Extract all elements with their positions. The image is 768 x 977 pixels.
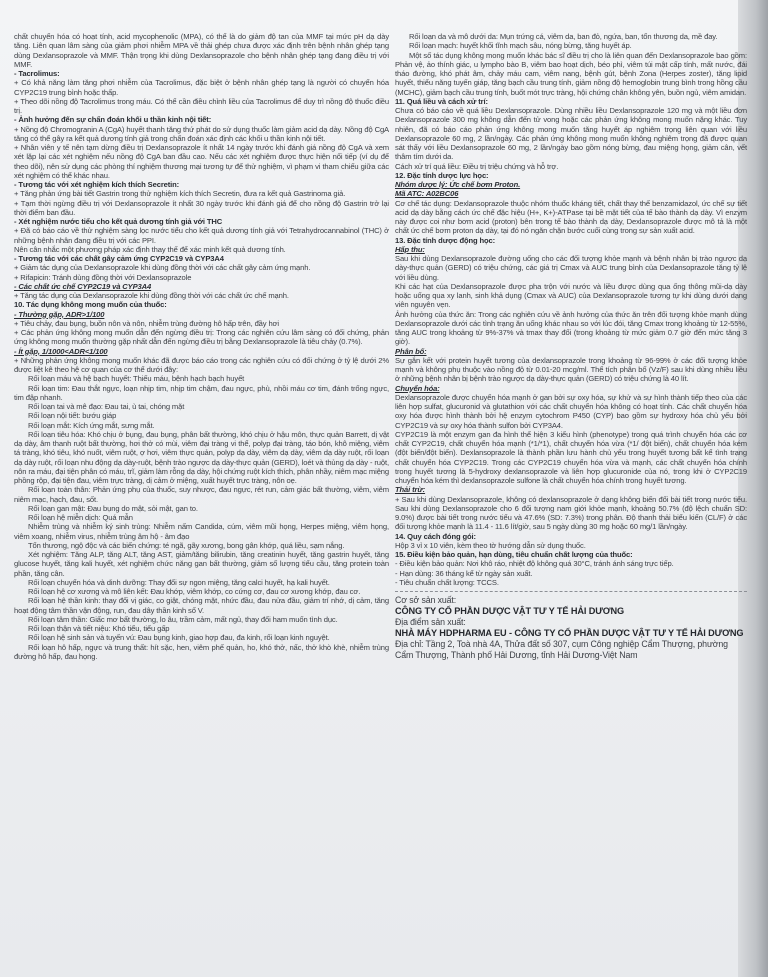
paragraph: - Điều kiện bảo quản: Nơi khô ráo, nhiệt độ không quá 30°C, tránh ánh sáng trực tiếp. [395, 559, 674, 569]
paragraph: + Nồng độ Chromogranin A (CgA) huyết thanh tăng thứ phát do sử dụng thuốc làm giảm acid dạ dày. Nồng độ CgA tăng có thể gây ra kết quả dương tính giả trong chẩn đoán xác định các khối u thần kinh nội tiết. [14, 124, 389, 143]
section-heading: 10. Tác dụng không mong muốn của thuốc: [14, 300, 167, 310]
paragraph: Hộp 3 vỉ x 10 viên, kèm theo tờ hướng dẫn sử dụng thuốc. [395, 540, 586, 550]
section-heading: - Tương tác với các chất gây cảm ứng CYP2C19 và CYP3A4 [14, 254, 224, 263]
paragraph: Rối loạn tim: Đau thắt ngực, loạn nhịp tim, nhịp tim chậm, đau ngực, phù, nhồi máu cơ tim, đánh trống ngực, tim đập nhanh. [14, 383, 389, 402]
subsection-heading: Chuyển hóa: [395, 383, 440, 393]
paragraph: Rối loạn tâm thần: Giấc mơ bất thường, lo âu, trầm cảm, mất ngủ, thay đổi ham muốn tình dục. [28, 614, 338, 624]
paragraph: Dexlansoprazole được chuyển hóa mạnh ở gan bởi sự oxy hóa, sự khử và sự hình thành tiếp theo của các liên hợp sulfat, glucuronid và glutathion với các chất chuyển hóa không có hoạt tính. Các chất chuyển hóa oxy hóa được hình thành bởi hệ enzym cytochrom P450 (CYP) bao gồm sự hydroxy hóa chủ yếu bởi CYP2C19 và sự oxy hóa thành sulfon bởi CYP3A4. [395, 392, 747, 430]
manufacturer-block [395, 595, 747, 661]
paragraph: Một số tác dụng không mong muốn khác bác sĩ điều trị cho là liên quan đến Dexlansoprazole bao gồm: Phản vệ, ảo thính giác, u lympho bào B, viêm bao hoạt dịch, béo phì, viêm túi mật cấp tính, mất nước, đái tháo đường, khó phát âm, chảy máu cam, viêm nang, bệnh gút, bệnh Zona (Herpes zoster), tăng lipid huyết, thiểu năng tuyến giáp, tăng bạch cầu trung tính, giảm nồng độ hemoglobin trung bình trong hồng cầu (MCHC), giảm bạch cầu trung tính, buốt mót trực tràng, hội chứng chân không yên, buồn ngủ, viêm amidan. [395, 50, 747, 97]
subsection-heading: Nhóm dược lý: Ức chế bơm Proton. [395, 180, 521, 189]
paragraph: + Tạm thời ngừng điều trị với Dexlansoprazole ít nhất 30 ngày trước khi đánh giá để cho nồng độ Gastrin trở lại thời điểm ban đầu. [14, 198, 389, 217]
section-heading: 14. Quy cách đóng gói: [395, 531, 476, 541]
paragraph: Chưa có báo cáo về quá liều Dexlansoprazole. Dùng nhiều liều Dexlansoprazole 120 mg và một liều đơn Dexlansoprazole 300 mg không dẫn đến tử vong hoặc các phản ứng không mong muốn nặng khác. Tuy nhiên, đã có báo cáo phản ứng không mong muốn tăng huyết áp nghiêm trọng liên quan với liều Dexlansoprazole 60 mg, 2 lần/ngày. Các phản ứng không mong muốn không nghiêm trọng đã được quan sát thấy với liều Dexlansoprazole 60 mg, 2 lần/ngày bao gồm nóng bừng, đau miệng họng, giảm cân, vết thâm tím dưới da. [395, 106, 747, 162]
section-heading: - Tacrolimus: [14, 69, 60, 78]
section-heading: 13. Đặc tính dược động học: [395, 235, 496, 245]
paragraph: Sau khi dùng Dexlansoprazole đường uống cho các đối tượng khỏe mạnh và bệnh nhân bị trào ngược dạ dày-thực quản (GERD) có triệu chứng, các giá trị Cmax và AUC trung bình của Dexlansoprazole tăng tỷ lệ với liều dùng. [395, 254, 747, 282]
paragraph: + Có khả năng làm tăng phơi nhiễm của Tacrolimus, đặc biệt ở bệnh nhân ghép tạng là người có chuyển hóa CYP2C19 trung bình hoặc thấp. [14, 78, 389, 97]
section-divider [395, 591, 747, 592]
subsection-heading: Thải trừ: [395, 485, 426, 495]
manufacturer-label: Cơ sở sản xuất: [395, 595, 457, 605]
paragraph: + Giảm tác dụng của Dexlansoprazole khi dùng đồng thời với các chất gây cảm ứng mạnh. [14, 263, 311, 273]
paragraph: + Tăng phản ứng bài tiết Gastrin trong thử nghiệm kích thích Secretin, đưa ra kết quả Gastrinoma giả. [14, 189, 346, 199]
paragraph: CYP2C19 là một enzym gan đa hình thể hiện 3 kiểu hình (phenotype) trong quá trình chuyển hóa các cơ chất CYP2C19, chất chuyển hóa mạnh (*1/*1), chất chuyển hóa vừa (*1/ đột biến), chất chuyển hóa kém (đột biến/đột biến). Dexlansoprazole là thành phần lưu hành chủ yếu trong huyết tương bất kể tình trạng chất chuyển hóa CYP2C19. Trong các CYP2C19 chuyển hóa vừa và mạnh, các chất chuyển hóa chính trong huyết tương là 5-hydroxy dexlansoprazole và liên hợp glucuronide của nó, trong khi ở CYP2C19 chuyển hóa kém thì dexlansoprazole sulfone là chất chuyển hóa chính trong huyết tương. [395, 429, 747, 485]
paragraph: Rối loạn hệ thần kinh: thay đổi vị giác, co giật, chóng mặt, nhức đầu, đau nửa đầu, giảm trí nhớ, dị cảm, tăng hoạt động tâm thần vận động, run, đau dây thần kinh số V. [14, 596, 389, 615]
subsection-heading: Phân bố: [395, 346, 427, 356]
manufacturer-company: CÔNG TY CỔ PHẦN DƯỢC VẬT TƯ Y TẾ HẢI DƯƠNG [395, 606, 625, 616]
paragraph: Nhiễm trùng và nhiễm ký sinh trùng: Nhiễm nấm Candida, cúm, viêm mũi họng, Herpes miệng, viêm họng, viêm xoang, nhiễm virus, nhiễm trùng âm hộ - âm đạo [14, 522, 389, 541]
paragraph: chất chuyển hóa có hoạt tính, acid mycophenolic (MPA), có thể là do giảm độ tan của MMF tại mức pH dạ dày tăng. Liên quan lâm sàng của giảm phơi nhiễm MPA về thải ghép chưa được xác định trên bệnh nhân ghép tạng dùng Dexlansoprazole và MMF. Thận trọng khi dùng Dexlansoprazole cho bệnh nhân ghép tạng đang điều trị với MMF. [14, 32, 389, 69]
paragraph: Tổn thương, ngộ độc và các biến chứng: té ngã, gãy xương, bong gân khớp, quá liều, sạm nắng. [28, 540, 345, 550]
section-heading: 15. Điều kiện bảo quản, hạn dùng, tiêu chuẩn chất lượng của thuốc: [395, 550, 633, 559]
paragraph: Rối loạn tiêu hóa: Khó chịu ở bụng, đau bụng, phân bất thường, khó chịu ở hậu môn, thực quản Barrett, dị vật dạ dày, âm thanh ruột bất thường, hơi thở có mùi, viêm đại tràng vi thể, polyp đại tràng, táo bón, khô miệng, viêm tá tràng, khó tiêu, khó nuốt, viêm ruột, ợ hơi, viêm thực quản, polyp dạ dày, viêm dạ dày, viêm dạ dày ruột, rối loạn dạ dày ruột, rối loạn nhu động dạ dày-ruột, bệnh trào ngược dạ dày-thực quản (GERD), loét và thủng dạ dày - ruột, nôn ra máu, đại tiện phân có máu, trĩ, giảm làm rỗng dạ dày, hội chứng ruột kích thích, phân nhầy, niêm mạc miệng phồng rộp, đại tiện đau, viêm trực tràng, dị cảm ở miệng, xuất huyết trực tràng, nôn oẹ. [14, 429, 389, 485]
paragraph: Khi các hạt của Dexlansoprazole được pha trộn với nước và liều được dùng qua ống thông mũi-dạ dày hoặc uống qua xy lanh, sinh khả dụng (Cmax và AUC) của Dexlansoprazole tương tự khi dùng dưới dạng viên nguyên vẹn. [395, 281, 747, 310]
production-factory: NHÀ MÁY HDPHARMA EU - CÔNG TY CỔ PHẦN DƯỢC VẬT TƯ Y TẾ HẢI DƯƠNG [395, 628, 744, 638]
paragraph: Rối loạn thận và tiết niệu: Khó tiểu, tiểu gấp [28, 624, 170, 633]
subsection-heading: - Ít gặp, 1/1000<ADR<1/100 [14, 346, 108, 356]
paragraph: - Hạn dùng: 36 tháng kể từ ngày sản xuất. [395, 568, 533, 578]
paragraph: Rối loạn tai và mê đạo: Đau tai, ù tai, chóng mặt [28, 402, 185, 411]
paragraph: + Nhân viên y tế nên tạm dừng điều trị Dexlansoprazole ít nhất 14 ngày trước khi đánh giá nồng độ CgA và xem xét lặp lại các xét nghiệm nếu nồng độ CgA ban đầu cao. Nếu các xét nghiệm được thực hiện nối tiếp (ví dụ để theo dõi), nên sử dụng các phòng thí nghiệm thương mại tương tự để thử nghiệm, vì phạm vi tham chiếu giữa các xét nghiệm có thể khác nhau. [14, 143, 389, 180]
section-heading: 12. Đặc tính dược lực học: [395, 170, 489, 180]
section-heading: - Tương tác với xét nghiệm kích thích Secretin: [14, 180, 180, 189]
paragraph: Rối loạn mạch: huyết khối tĩnh mạch sâu, nóng bừng, tăng huyết áp. [409, 41, 632, 51]
paragraph: Cơ chế tác dụng: Dexlansoprazole thuộc nhóm thuốc kháng tiết, chất thay thế benzamidazol, ức chế sự tiết acid dạ dày bằng cách ức chế đặc hiệu (H+, K+)-ATPase tại bề mặt tiết của tế bào thành dạ dày. Vì enzym này được coi như bơm acid (proton) bên trong tế bào thành dạ dày, Dexlansoprazole được mô tả là một chất ức chế bơm proton dạ dày, tại đó nó ngăn chặn bước cuối cùng trong sự sản xuất acid. [395, 198, 747, 236]
paragraph: + Rifapicin: Tránh dùng đồng thời với Dexlansoprazole [14, 272, 192, 282]
paragraph: + Theo dõi nồng độ Tacrolimus trong máu. Có thể cần điều chỉnh liều của Tacrolimus để duy trì nồng độ thuốc điều trị. [14, 96, 389, 115]
left-column [14, 32, 389, 661]
paragraph: Rối loạn hệ cơ xương và mô liên kết: Đau khớp, viêm khớp, co cứng cơ, đau cơ xương khớp, đau cơ. [28, 587, 361, 596]
paragraph: Rối loạn toàn thân: Phản ứng phụ của thuốc, suy nhược, đau ngực, rét run, cảm giác bất thường, viêm, viêm niêm mạc, hạch, đau, sốt. [14, 485, 389, 504]
paragraph: Sự gắn kết với protein huyết tương của dexlansoprazole trong khoảng từ 96-99% ở các đối tượng khỏe mạnh và không phụ thuộc vào nồng độ từ 0.01-20 mcg/ml. Thể tích phân bố (Vz/F) sau khi dùng nhiều liều ở những bệnh nhân bị bệnh trào ngược dạ dày-thực quản (GERD) có triệu chứng là 40 lít. [395, 355, 747, 384]
paragraph: + Những phản ứng không mong muốn khác đã được báo cáo trong các nghiên cứu có đối chứng ở tỷ lệ dưới 2% được liệt kê theo hệ cơ quan của cơ thể dưới đây: [14, 355, 389, 374]
paragraph: Rối loạn da và mô dưới da: Mụn trứng cá, viêm da, ban đỏ, ngứa, ban, tổn thương da, mề đay. [409, 32, 718, 41]
paragraph: + Tiêu chảy, đau bụng, buồn nôn và nôn, nhiễm trùng đường hô hấp trên, đầy hơi [14, 318, 279, 328]
right-column [395, 32, 747, 661]
paragraph: Rối loạn gan mật: Đau bụng do mật, sỏi mật, gan to. [28, 503, 198, 513]
paragraph: Nên cân nhắc một phương pháp xác định thay thế để xác minh kết quả dương tính. [14, 244, 286, 254]
manufacturer-address: Địa chỉ: Tầng 2, Toà nhà 4A, Thửa đất số 307, cụm Công nghiệp Cẩm Thượng, phường Cẩm Thượng, Thành phố Hải Dương, tỉnh Hải Dương-Việt Nam [395, 639, 728, 660]
paragraph: Rối loạn mắt: Kích ứng mắt, sưng mắt. [28, 420, 155, 430]
subsection-heading: Hấp thu: [395, 244, 425, 254]
paragraph: Cách xử trí quá liều: Điều trị triệu chứng và hỗ trợ. [395, 161, 559, 171]
section-heading: - Ảnh hưởng đến sự chẩn đoán khối u thần kinh nội tiết: [14, 115, 212, 125]
paragraph: + Tăng tác dụng của Dexlansoprazole khi dùng đồng thời với các chất ức chế mạnh. [14, 291, 289, 300]
paragraph: Ảnh hưởng của thức ăn: Trong các nghiên cứu về ảnh hưởng của thức ăn trên đối tượng khỏe mạnh dùng Dexlansoprazole dưới các tình trạng ăn uống khác nhau so với lúc đói, tăng Cmax trong khoảng từ 12-55%, tăng AUC trong khoảng từ 9%-37% và tmax thay đổi (trong khoảng từ mức giảm 0.7 giờ đến mức tăng 3 giờ). [395, 309, 747, 347]
right-column-text [395, 32, 747, 587]
paragraph: Rối loạn chuyển hóa và dinh dưỡng: Thay đổi sự ngon miệng, tăng calci huyết, hạ kali huyết. [28, 577, 330, 587]
subsection-heading: - Thường gặp, ADR>1/100 [14, 309, 105, 319]
section-heading: - Xét nghiệm nước tiểu cho kết quả dương tính giả với THC [14, 217, 223, 226]
subsection-heading: Mã ATC: A02BC06 [395, 189, 459, 199]
paragraph: Rối loạn hệ miễn dịch: Quá mẫn [28, 513, 133, 522]
paragraph: Xét nghiệm: Tăng ALP, tăng ALT, tăng AST, giảm/tăng bilirubin, tăng creatinin huyết, tăng gastrin huyết, tăng glucose huyết, tăng kali huyết, xét nghiệm chức năng gan bất thường, giảm số lượng tiểu cầu, tăng protein toàn phần, tăng cân. [14, 550, 389, 578]
subsection-heading: - Các chất ức chế CYP2C19 và CYP3A4 [14, 281, 152, 291]
paragraph: Rối loạn máu và hệ bạch huyết: Thiếu máu, bệnh hạch bạch huyết [28, 374, 245, 384]
section-heading: 11. Quá liều và cách xử trí: [395, 96, 488, 106]
paragraph: + Sau khi dùng Dexlansoprazole, không có dexlansoprazole ở dạng không biến đổi bài tiết trong nước tiểu. Sau khi dùng Dexlansoprazole cho 6 đối tượng nam giới khỏe mạnh, khoảng 50.7% (độ lệch chuẩn SD: 9.0%) được bài tiết trong nước tiểu và 47.6% (SD: 7.3%) trong phân. Độ thanh thải biểu kiến (CL/F) ở các đối tượng khỏe mạnh là 11.4 - 11.6 lít/giờ, sau 5 ngày dùng 30 mg hoặc 60 mg/1 lần/ngày. [395, 494, 747, 532]
production-site-label: Địa điểm sản xuất: [395, 617, 466, 627]
paragraph: + Các phản ứng không mong muốn dẫn đến ngừng điều trị: Trong các nghiên cứu lâm sàng có đối chứng, phản ứng không mong muốn thường gặp nhất dẫn đến ngừng điều trị bằng Dexlansoprazole là tiêu chảy (0.7%). [14, 328, 389, 347]
paragraph: Rối loạn hô hấp, ngực và trung thất: hít sặc, hen, viêm phế quản, ho, khó thở, nấc, thở khò khè, nhiễm trùng đường hô hấp, đau họng. [14, 642, 389, 661]
paragraph: - Tiêu chuẩn chất lượng: TCCS. [395, 577, 499, 587]
paragraph: Rối loạn nội tiết: bướu giáp [28, 411, 117, 421]
paragraph: + Đã có báo cáo về thử nghiệm sàng lọc nước tiểu cho kết quả dương tính giả với Tetrahydrocannabinol (THC) ở những bệnh nhân đang điều trị với các PPI. [14, 226, 389, 245]
paragraph: Rối loạn hệ sinh sản và tuyến vú: Đau bụng kinh, giao hợp đau, đa kinh, rối loạn kinh nguyệt. [28, 633, 330, 643]
